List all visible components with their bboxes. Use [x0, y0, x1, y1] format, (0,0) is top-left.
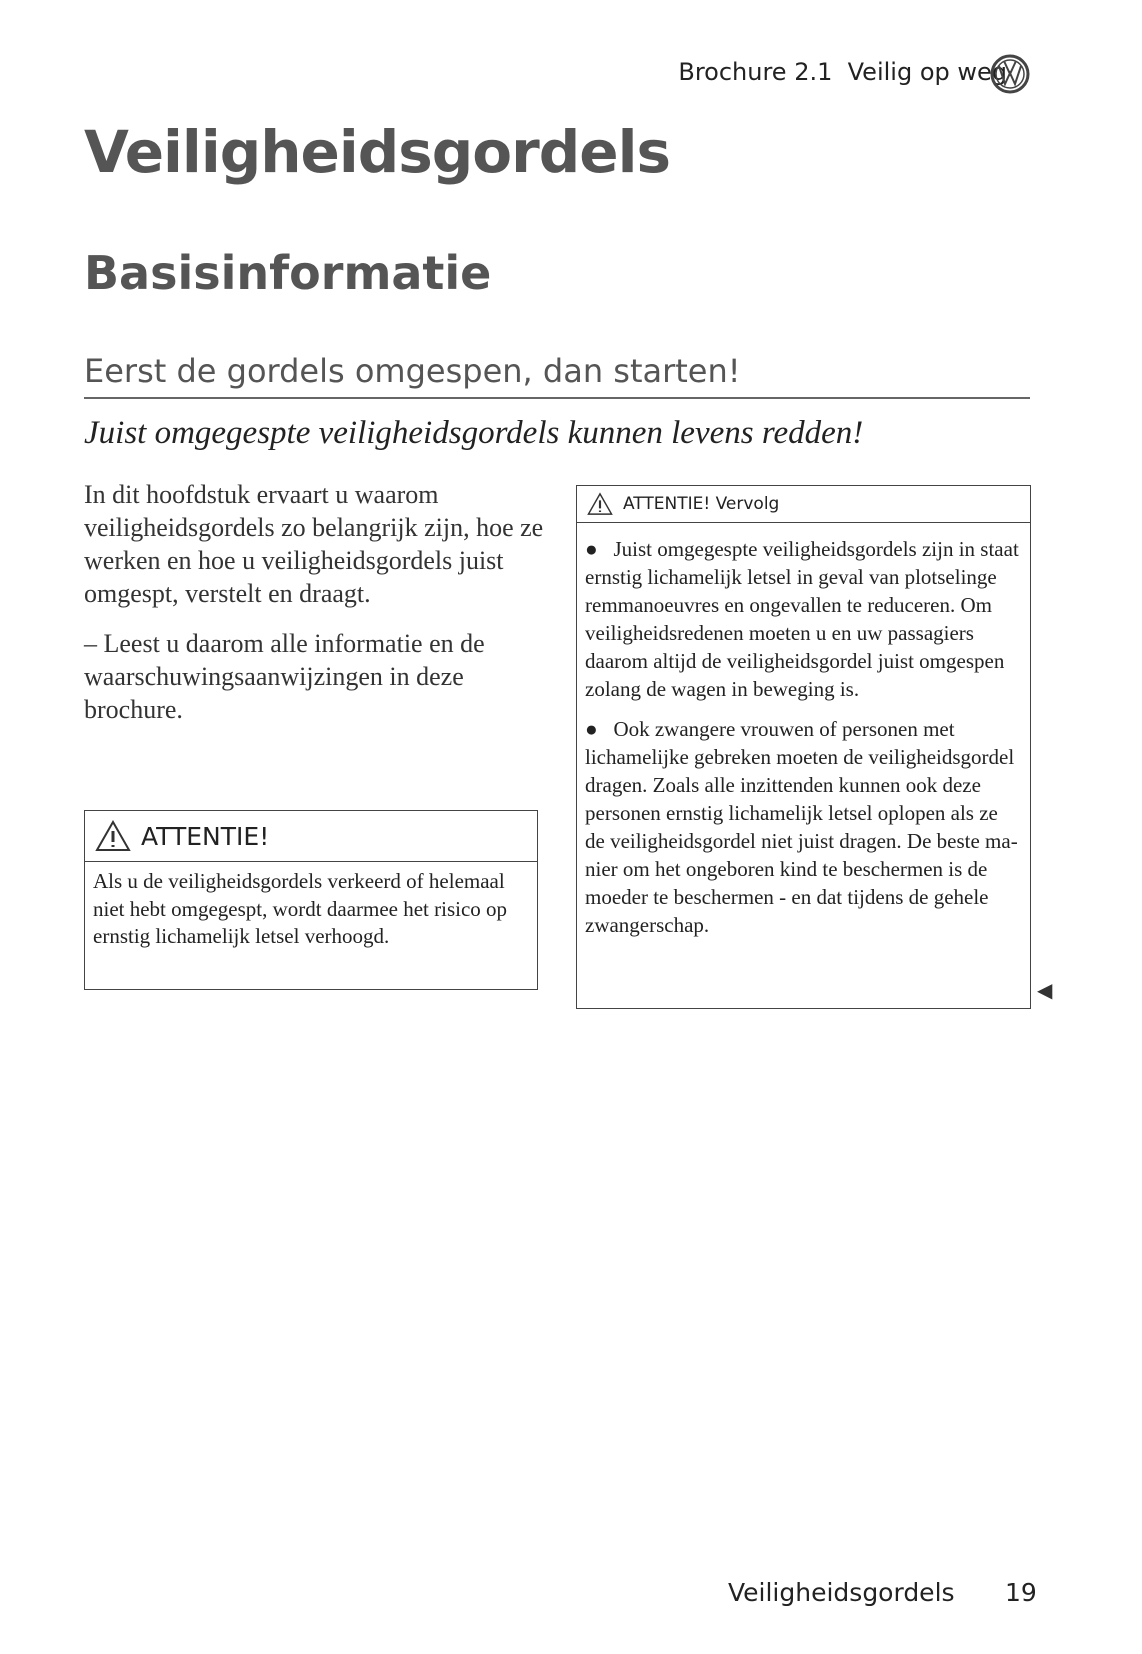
warning-box — [84, 810, 538, 990]
warning-continued-box — [576, 485, 1031, 1009]
warning-bullet: ● Ook zwangere vrouwen of personen met lichamelijke gebreken moeten de veiligheidsgordel dragen. Zoals alle inzittenden kunnen ook deze personen ernstig lichamelijk letsel oplopen als ze de veiligheidsgordel niet juist dragen. De beste manier om het ongeboren kind te beschermen is de moeder te beschermen - en dat tijdens de gehele zwangerschap. — [585, 717, 1018, 937]
section-rule — [84, 397, 1030, 399]
body-column — [84, 478, 544, 743]
end-marker-icon: ◀ — [1037, 980, 1053, 1002]
running-header: Brochure 2.1 Veilig op weg — [678, 58, 1007, 86]
warning-text: Als u de veiligheidsgordels verkeerd of helemaal niet hebt omgegespt, wordt daarmee het risico op ernstig lichamelijk letsel verhoogd. — [93, 869, 508, 948]
page-title: Veiligheidsgordels — [84, 118, 670, 186]
warning-continued-label: ATTENTIE! Vervolg — [623, 494, 780, 514]
section-heading: Eerst de gordels omgespen, dan starten! — [84, 352, 741, 390]
warning-bullet: ● Juist omgegespte veiligheidsgordels zijn in staat ernstig lichamelijk letsel in geval van plotselinge remmanoeuvres en ongevallen te reduceren. Om veiligheidsredenen moeten u en uw passagiers daarom altijd de veiligheidsgordel juist omgespen zolang de wagen in beweging is. — [585, 537, 1019, 701]
vw-logo-icon — [990, 54, 1030, 94]
page-number: 19 — [1005, 1578, 1037, 1607]
intro-paragraph: In dit hoofdstuk ervaart u waarom veiligheidsgordels zo belangrijk zijn, hoe ze werken en hoe u veiligheidsgordels juist omgespt, verstelt en draagt. — [84, 480, 544, 608]
lead-text: Juist omgegespte veiligheidsgordels kunnen levens redden! — [84, 415, 864, 451]
warning-triangle-icon — [587, 492, 613, 516]
warning-label: ATTENTIE! — [141, 821, 270, 851]
subtitle: Basisinformatie — [84, 246, 492, 300]
footer-chapter: Veiligheidsgordels — [728, 1578, 955, 1607]
warning-triangle-icon — [95, 820, 131, 852]
instruction-paragraph: – Leest u daarom alle informatie en de waarschuwingsaanwijzingen in deze brochure. — [84, 629, 485, 724]
